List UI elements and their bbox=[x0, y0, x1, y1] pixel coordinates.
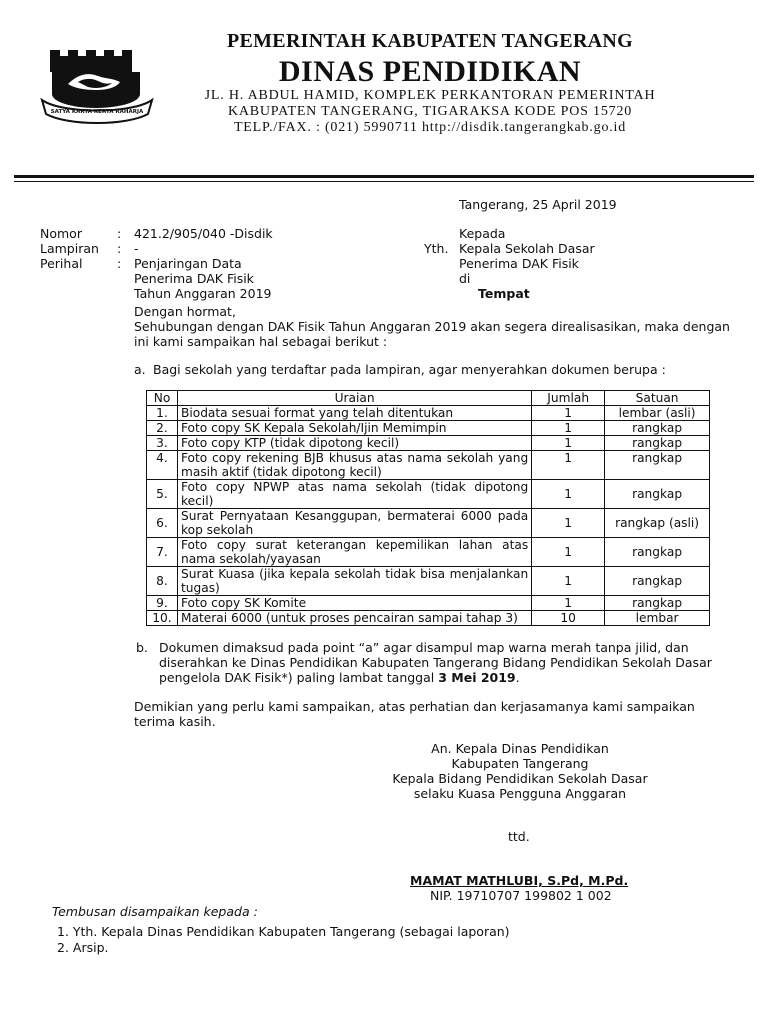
row-satuan: rangkap bbox=[605, 421, 710, 436]
intro-line-2: ini kami sampaikan hal sebagai berikut : bbox=[134, 334, 388, 349]
header-no: No bbox=[147, 391, 178, 406]
greeting: Dengan hormat, bbox=[134, 304, 236, 319]
signature-ttd: ttd. bbox=[508, 829, 530, 844]
point-b-line-3 bbox=[159, 670, 520, 685]
nomor-colon: : bbox=[117, 226, 122, 241]
row-satuan: rangkap bbox=[605, 451, 710, 480]
point-b-line-1: Dokumen dimaksud pada point “a” agar disampul map warna merah tanpa jilid, dan bbox=[159, 640, 689, 655]
recipient-line-3: di bbox=[459, 271, 471, 286]
signatory-nip: NIP. 19710707 199802 1 002 bbox=[430, 888, 612, 903]
point-b-line-3-post: . bbox=[515, 670, 520, 685]
row-jumlah: 1 bbox=[532, 480, 605, 509]
signatory-name: MAMAT MATHLUBI, S.Pd, M.Pd. bbox=[410, 873, 629, 888]
row-satuan: rangkap bbox=[605, 480, 710, 509]
table-row bbox=[147, 451, 710, 480]
row-satuan: lembar (asli) bbox=[605, 406, 710, 421]
table-row bbox=[147, 567, 710, 596]
header-uraian: Uraian bbox=[177, 391, 531, 406]
row-no: 9. bbox=[147, 596, 178, 611]
row-jumlah: 1 bbox=[532, 509, 605, 538]
intro-line-1: Sehubungan dengan DAK Fisik Tahun Anggaran 2019 akan segera direalisasikan, maka dengan bbox=[134, 319, 730, 334]
perihal-line-2: Penerima DAK Fisik bbox=[134, 271, 254, 286]
recipient-kepada: Kepada bbox=[459, 226, 506, 241]
perihal-line-1: Penjaringan Data bbox=[134, 256, 242, 271]
cc-item: 2. Arsip. bbox=[57, 940, 109, 955]
signature-line-2: Kabupaten Tangerang bbox=[451, 756, 589, 771]
row-satuan: rangkap bbox=[605, 436, 710, 451]
row-no: 4. bbox=[147, 451, 178, 480]
logo-motto: SATYA KARYA KERTA RAHARJA bbox=[50, 109, 144, 115]
row-no: 6. bbox=[147, 509, 178, 538]
header-satuan: Satuan bbox=[605, 391, 710, 406]
table-row bbox=[147, 406, 710, 421]
point-b-line-2: diserahkan ke Dinas Pendidikan Kabupaten Tangerang Bidang Pendidikan Sekolah Dasar bbox=[159, 655, 712, 670]
row-uraian: Foto copy SK Kepala Sekolah/Ijin Memimpin bbox=[177, 421, 531, 436]
table-row bbox=[147, 509, 710, 538]
recipient-yth: Yth. bbox=[424, 241, 449, 256]
letterhead-address bbox=[150, 88, 710, 136]
row-jumlah: 1 bbox=[532, 436, 605, 451]
point-a-text: Bagi sekolah yang terdaftar pada lampiran, agar menyerahkan dokumen berupa : bbox=[153, 362, 666, 377]
row-jumlah: 1 bbox=[532, 421, 605, 436]
table-row bbox=[147, 480, 710, 509]
row-uraian: Foto copy KTP (tidak dipotong kecil) bbox=[177, 436, 531, 451]
row-jumlah: 10 bbox=[532, 611, 605, 626]
perihal-line-3: Tahun Anggaran 2019 bbox=[134, 286, 272, 301]
letterhead-agency: DINAS PENDIDIKAN bbox=[278, 55, 582, 88]
row-satuan: lembar bbox=[605, 611, 710, 626]
row-no: 1. bbox=[147, 406, 178, 421]
cc-item: 1. Yth. Kepala Dinas Pendidikan Kabupaten Tangerang (sebagai laporan) bbox=[57, 924, 510, 939]
lampiran-label: Lampiran bbox=[40, 241, 99, 256]
row-no: 8. bbox=[147, 567, 178, 596]
row-no: 7. bbox=[147, 538, 178, 567]
row-uraian: Foto copy NPWP atas nama sekolah (tidak dipotong kecil) bbox=[177, 480, 531, 509]
government-seal-logo bbox=[38, 44, 156, 126]
row-no: 3. bbox=[147, 436, 178, 451]
row-uraian: Biodata sesuai format yang telah ditentukan bbox=[177, 406, 531, 421]
row-jumlah: 1 bbox=[532, 596, 605, 611]
table-header-row bbox=[147, 391, 710, 406]
point-b-deadline: 3 Mei 2019 bbox=[438, 670, 516, 685]
header-rule-thin bbox=[14, 181, 754, 182]
signature-line-1: An. Kepala Dinas Pendidikan bbox=[431, 741, 609, 756]
closing-line-2: terima kasih. bbox=[134, 714, 216, 729]
row-uraian: Foto copy surat keterangan kepemilikan lahan atas nama sekolah/yayasan bbox=[177, 538, 531, 567]
signature-block bbox=[380, 741, 660, 801]
table-row bbox=[147, 611, 710, 626]
row-uraian: Foto copy SK Komite bbox=[177, 596, 531, 611]
lampiran-value: - bbox=[134, 241, 139, 256]
table-row bbox=[147, 436, 710, 451]
row-jumlah: 1 bbox=[532, 538, 605, 567]
header-jumlah: Jumlah bbox=[532, 391, 605, 406]
row-satuan: rangkap bbox=[605, 596, 710, 611]
table-row bbox=[147, 538, 710, 567]
lampiran-colon: : bbox=[117, 241, 122, 256]
address-line-1: JL. H. ABDUL HAMID, KOMPLEK PERKANTORAN PEMERINTAH bbox=[204, 88, 656, 103]
row-satuan: rangkap bbox=[605, 538, 710, 567]
table-row bbox=[147, 596, 710, 611]
point-b-line-3-pre: pengelola DAK Fisik*) paling lambat tanggal bbox=[159, 670, 435, 685]
letter-date: Tangerang, 25 April 2019 bbox=[459, 197, 617, 212]
row-uraian: Materai 6000 (untuk proses pencairan sampai tahap 3) bbox=[177, 611, 531, 626]
document-requirements-table bbox=[146, 390, 710, 626]
letterhead-government: PEMERINTAH KABUPATEN TANGERANG bbox=[226, 30, 634, 52]
recipient-line-2: Penerima DAK Fisik bbox=[459, 256, 579, 271]
row-uraian: Surat Pernyataan Kesanggupan, bermaterai 6000 pada kop sekolah bbox=[177, 509, 531, 538]
row-satuan: rangkap (asli) bbox=[605, 509, 710, 538]
signature-line-4: selaku Kuasa Pengguna Anggaran bbox=[413, 786, 627, 801]
table-row bbox=[147, 421, 710, 436]
point-a-label: a. bbox=[134, 362, 146, 377]
signature-line-3: Kepala Bidang Pendidikan Sekolah Dasar bbox=[392, 771, 648, 786]
cc-title: Tembusan disampaikan kepada : bbox=[52, 904, 258, 919]
row-satuan: rangkap bbox=[605, 567, 710, 596]
closing-line-1: Demikian yang perlu kami sampaikan, atas perhatian dan kerjasamanya kami sampaikan bbox=[134, 699, 695, 714]
row-jumlah: 1 bbox=[532, 451, 605, 480]
row-jumlah: 1 bbox=[532, 406, 605, 421]
row-uraian: Surat Kuasa (jika kepala sekolah tidak bisa menjalankan tugas) bbox=[177, 567, 531, 596]
point-b-label: b. bbox=[136, 640, 148, 655]
nomor-label: Nomor bbox=[40, 226, 82, 241]
recipient-line-4: Tempat bbox=[478, 286, 530, 301]
row-jumlah: 1 bbox=[532, 567, 605, 596]
perihal-label: Perihal bbox=[40, 256, 83, 271]
address-line-2: KABUPATEN TANGERANG, TIGARAKSA KODE POS 15720 bbox=[227, 104, 633, 119]
row-no: 10. bbox=[147, 611, 178, 626]
header-rule-thick bbox=[14, 175, 754, 178]
nomor-value: 421.2/905/040 -Disdik bbox=[134, 226, 273, 241]
row-uraian: Foto copy rekening BJB khusus atas nama sekolah yang masih aktif (tidak dipotong kecil) bbox=[177, 451, 531, 480]
recipient-line-1: Kepala Sekolah Dasar bbox=[459, 241, 595, 256]
perihal-colon: : bbox=[117, 256, 122, 271]
row-no: 2. bbox=[147, 421, 178, 436]
contact-line: TELP./FAX. : (021) 5990711 http://disdik.tangerangkab.go.id bbox=[233, 120, 627, 135]
row-no: 5. bbox=[147, 480, 178, 509]
